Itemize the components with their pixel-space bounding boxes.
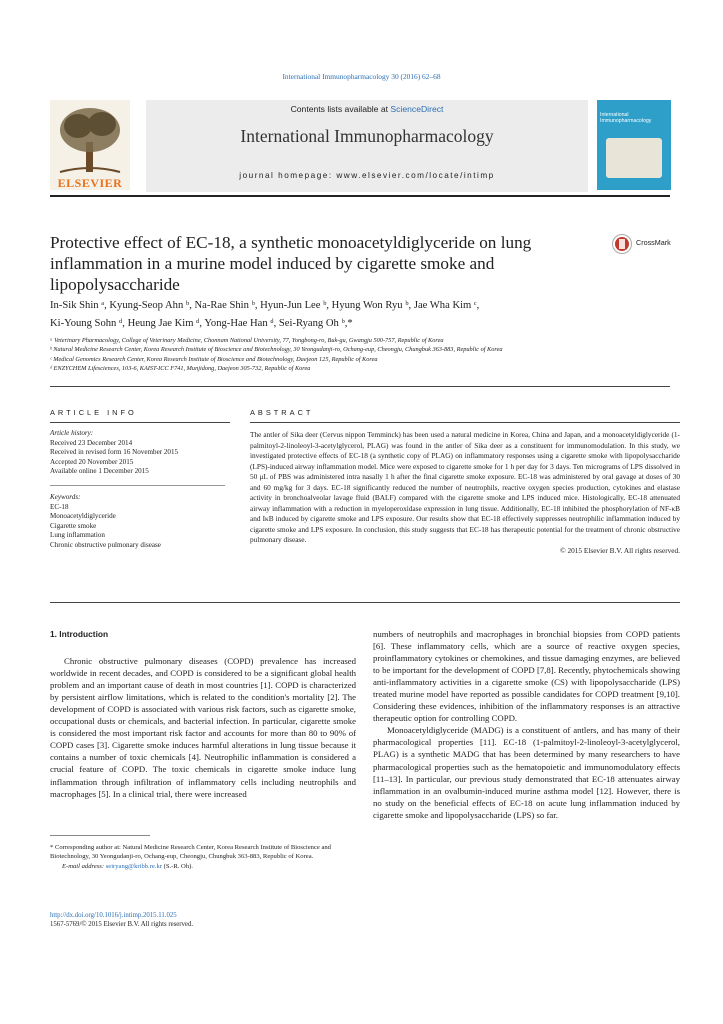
authors-line: Ki-Young Sohn ᵈ, Heung Jae Kim ᵈ, Yong-Hae Han ᵈ, Sei-Ryang Oh ᵇ,*	[50, 318, 353, 329]
info-divider	[50, 485, 225, 486]
abstract-text: The antler of Sika deer (Cervus nippon Temminck) has been used a natural medicine in Korea, China and Japan, and a monoacetyldiglyceride (1-palmitoyl-2-linoleoyl-3-acetylglycerol, PLAG) was found in the antler of Sika deer as a constituent for immunomodulation. In this study, we investigated protective effects of EC-18 (a synthetic copy of PLAG) on inflammatory responses using a cigarette smoke with lipopolysaccharide (LPS)-induced airway inflammation model. Mice were exposed to cigarette smoke for 1 h per day for 3 days. Ten micrograms of LPS dissolved in 50 μL of PBS was administered intra nasally 1 h after the final cigarette smoke exposure. EC-18 was administered by oral gavage at doses of 30 and 60 mg/kg for 3 days. EC-18 significantly reduced the number of neutrophils, reactive oxygen species production, cytokines and elastase activity in bronchoalveolar lavage fluid (BALF) compared with the cigarette smoke and LPS induced mice. Histologically, EC-18 attenuated airway inflammation with a reduction in myeloperoxidase expression in lung tissue. Additionally, EC-18 inhibited the phosphorylation of NF-κB and IκB induced by cigarette smoke and LPS exposure. Our results show that EC-18 effectively suppresses neutrophilic inflammation induced by cigarette smoke and LPS exposure. In conclusion, this study suggests that EC-18 has therapeutic potential for the treatment of chronic obstructive pulmonary disease.	[250, 430, 680, 544]
doi-block	[50, 911, 193, 930]
footnote-rule	[50, 835, 150, 836]
history-item: Received 23 December 2014	[50, 438, 133, 447]
abstract-copyright: © 2015 Elsevier B.V. All rights reserved.	[560, 545, 680, 555]
abstract-rule	[250, 422, 680, 423]
affiliation: ᵇ Natural Medicine Research Center, Korea Research Institute of Bioscience and Biotechnology, 30 Yeongudanji-ro, Ochang-eup, Cheongju, Chungbuk 363-883, Republic of Korea	[50, 346, 503, 354]
keyword: Monoacetyldiglyceride	[50, 512, 116, 521]
author-list	[50, 297, 650, 333]
article-title: Protective effect of EC-18, a synthetic monoacetyldiglyceride on lung inflammation in a murine model induced by cigarette smoke and lipopolysaccharide	[50, 233, 532, 294]
body-column-right	[373, 628, 680, 821]
affiliation-rule	[50, 386, 670, 387]
corresponding-author-note: * Corresponding author at: Natural Medicine Research Center, Korea Research Institute of Bioscience and Biotechnology, 30 Yeongudanji-ro, Ochang-eup, Cheongju, Chungbuk 363-883, Republic of Korea.	[50, 844, 331, 861]
keywords-label: Keywords:	[50, 492, 81, 501]
crossmark-icon[interactable]	[612, 234, 632, 254]
history-label: Article history:	[50, 429, 94, 437]
keyword: Chronic obstructive pulmonary disease	[50, 540, 161, 549]
homepage-prefix: journal homepage:	[239, 171, 337, 180]
elsevier-wordmark: ELSEVIER	[57, 176, 123, 190]
crossmark-label[interactable]: CrossMark	[636, 238, 671, 247]
affiliation: ᶜ Medical Genomics Research Center, Korea Research Institute of Bioscience and Biotechnology, Daejeon 125, Republic of Korea	[50, 355, 378, 363]
cover-graphic	[606, 138, 662, 178]
sciencedirect-link[interactable]: ScienceDirect	[390, 104, 444, 114]
elsevier-logo	[50, 100, 130, 190]
abstract	[250, 430, 680, 556]
affiliations	[50, 336, 690, 374]
affiliation: ᵃ Veterinary Pharmacology, College of Veterinary Medicine, Chonnam National University, 77, Yongbong-ro, Buk-gu, Gwangju 500-757, Republic of Korea	[50, 337, 444, 344]
email-label: E-mail address:	[62, 862, 106, 870]
keyword: EC-18	[50, 502, 69, 511]
doi-link[interactable]: http://dx.doi.org/10.1016/j.intimp.2015.11.025	[50, 912, 177, 919]
keyword: Cigarette smoke	[50, 521, 97, 530]
paragraph: Chronic obstructive pulmonary diseases (COPD) prevalence has increased worldwide in recent decades, and COPD is considered to be a significant global health problem and an important cause of death in most countries [1]. COPD is characterized by persistent airflow limitations, which is related to the condition's mortality [2]. The development of COPD is associated with various risk factors, such as cigarette smoke, occupational dusts or chemicals, and bacterial infection. In particular, cigarette smoke is considered the most important risk factor and accounts for more than 80 to 90% of COPD cases [3]. Cigarette smoke induces harmful alterations in lung tissue because it contains a number of toxic chemicals [4]. Neutrophilic inflammation is considered a crucial feature of COPD. The toxic chemicals in cigarette smoke induce lung inflammation through infiltration of inflammatory cells including neutrophils and macrophages [5]. In a clinical trial, there were increased	[50, 656, 356, 799]
footnote	[50, 843, 360, 871]
email-line	[50, 862, 360, 871]
article-info-rule	[50, 422, 230, 423]
email-suffix: (S.-R. Oh).	[161, 862, 193, 870]
body-column-left	[50, 628, 356, 800]
paragraph: numbers of neutrophils and macrophages in bronchial biopsies from COPD patients [6]. These inflammatory cells, which are a source of reactive oxygen species, proinflammatory cytokines or chemokines, and tissue damaging enzymes, are believed to be important for the development of COPD [7,8]. Recently, phytochemicals showing anti-inflammatory activities in a cigarette smoke (CS) with lipopolysaccharide (LPS) treated murine model have reported as possible candidates for COPD treatment [9,10]. Considering these evidences, inhibition of the inflammatory responses is an attractive therapeutic option for controlling COPD.	[373, 629, 680, 724]
journal-homepage	[146, 171, 588, 180]
header-rule	[50, 195, 670, 197]
affiliation: ᵈ ENZYCHEM Lifesciences, 103-6, KAIST-ICC F741, Munjidong, Daejeon 305-732, Republic of Korea	[50, 365, 311, 373]
journal-name: International Immunopharmacology	[240, 126, 494, 146]
section-heading: 1. Introduction	[50, 629, 109, 639]
email-link[interactable]: seiryang@kribb.re.kr	[105, 862, 162, 870]
keyword: Lung inflammation	[50, 531, 105, 540]
authors-line: In-Sik Shin ᵃ, Kyung-Seop Ahn ᵇ, Na-Rae Shin ᵇ, Hyun-Jun Lee ᵇ, Hyung Won Ryu ᵇ, Jae Wha Kim ᶜ,	[50, 300, 480, 311]
contents-prefix: Contents lists available at	[290, 104, 391, 114]
journal-citation[interactable]: International Immunopharmacology 30 (2016) 62–68	[282, 72, 441, 81]
article-info	[50, 429, 225, 551]
history-item: Available online 1 December 2015	[50, 467, 149, 476]
history-item: Received in revised form 16 November 2015	[50, 448, 179, 457]
history-item: Accepted 20 November 2015	[50, 457, 134, 466]
article-info-heading: ARTICLE INFO	[50, 408, 137, 417]
cover-title: International Immunopharmacology	[600, 112, 652, 124]
homepage-url[interactable]: www.elsevier.com/locate/intimp	[336, 171, 495, 180]
paragraph: Monoacetyldiglyceride (MADG) is a constituent of antlers, and has many of their pharmacological properties [11]. EC-18 (1-palmitoyl-2-linoleoyl-3-acetylglycerol, PLAG) is a synthetic MADG that has been determined by many researchers to have pharmacological properties such as the hematopoietic and immunomodulatory effects [11–13]. In particular, our previous study demonstrated that EC-18 attenuates airway inflammation in an ovalbumin-induced murine asthma model [12]. However, there is no study on the beneficial effects of EC-18 on acute lung inflammation induced by cigarette smoke and lipopolysaccharide (LPS) so far.	[373, 725, 680, 820]
abstract-end-rule	[50, 602, 680, 603]
issn-line: 1567-5769/© 2015 Elsevier B.V. All rights reserved.	[50, 921, 194, 929]
contents-line	[146, 104, 588, 114]
abstract-heading: ABSTRACT	[250, 408, 314, 417]
